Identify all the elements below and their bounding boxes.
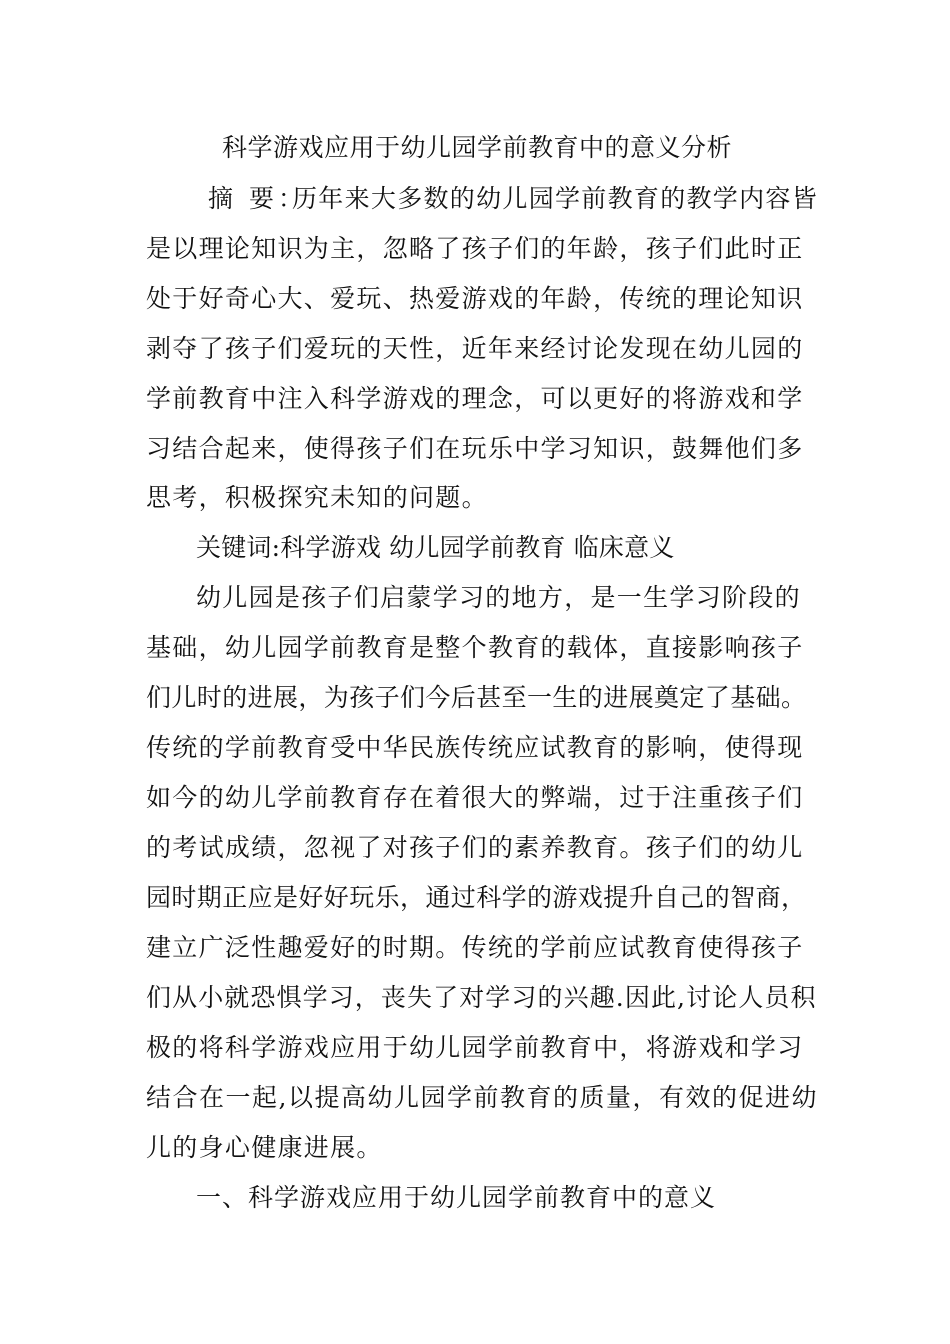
abstract-line: 学前教育中注入科学游戏的理念，可以更好的将游戏和学: [146, 384, 804, 413]
body-line: 基础，幼儿园学前教育是整个教育的载体，直接影响孩子: [146, 633, 804, 662]
keywords-line: 关键词:科学游戏 幼儿园学前教育 临床意义: [196, 533, 675, 562]
body-line: 园时期正应是好好玩乐，通过科学的游戏提升自己的智商，: [146, 883, 807, 912]
body-line: 传统的学前教育受中华民族传统应试教育的影响，使得现: [146, 733, 804, 762]
abstract-line: 是以理论知识为主，忽略了孩子们的年龄，孩子们此时正: [146, 234, 804, 263]
body-line: 结合在一起,以提高幼儿园学前教育的质量，有效的促进幼: [146, 1083, 818, 1112]
body-line: 建立广泛性趣爱好的时期。传统的学前应试教育使得孩子: [146, 933, 804, 962]
body-line: 们从小就恐惧学习，丧失了对学习的兴趣.因此,讨论人员积: [146, 983, 817, 1012]
body-line: 如今的幼儿学前教育存在着很大的弊端，过于注重孩子们: [146, 783, 804, 812]
body-line: 的考试成绩，忽视了对孩子们的素养教育。孩子们的幼儿: [146, 833, 804, 862]
abstract-line: 处于好奇心大、爱玩、热爱游戏的年龄，传统的理论知识: [146, 284, 804, 313]
document-title: 科学游戏应用于幼儿园学前教育中的意义分析: [222, 133, 733, 162]
abstract-line: 习结合起来，使得孩子们在玩乐中学习知识，鼓舞他们多: [146, 434, 804, 463]
abstract-line: 剥夺了孩子们爱玩的天性，近年来经讨论发现在幼儿园的: [146, 334, 804, 363]
body-line: 儿的身心健康进展。: [146, 1133, 383, 1162]
body-line: 幼儿园是孩子们启蒙学习的地方，是一生学习阶段的: [196, 583, 801, 612]
body-line: 们儿时的进展，为孩子们今后甚至一生的进展奠定了基础。: [146, 683, 807, 712]
body-line: 极的将科学游戏应用于幼儿园学前教育中，将游戏和学习: [146, 1033, 804, 1062]
abstract-line: 思考，积极探究未知的问题。: [146, 483, 488, 512]
abstract-line: 历年来大多数的幼儿园学前教育的教学内容皆: [292, 184, 819, 213]
abstract-label: 摘 要：: [208, 184, 307, 213]
section-heading: 一、科学游戏应用于幼儿园学前教育中的意义: [196, 1183, 717, 1212]
